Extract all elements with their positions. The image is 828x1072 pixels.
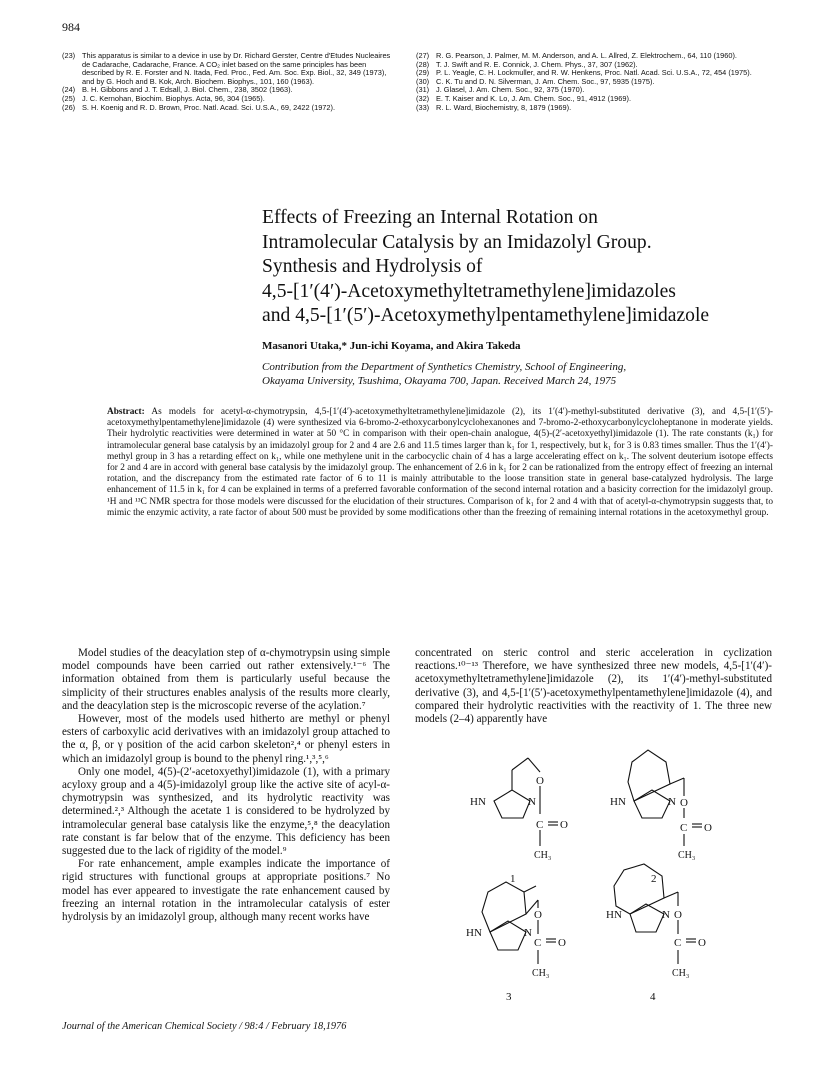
atom-label: O — [558, 937, 566, 949]
affiliation-line: Contribution from the Department of Synthetics Chemistry, School of Engineering, — [262, 361, 627, 373]
atom-label: O — [680, 797, 688, 809]
abstract-label: Abstract: — [107, 407, 145, 417]
body-paragraph: Model studies of the deacylation step of α-chymotrypsin using simple model compounds have been carried out rather extensively.¹⁻⁶ The information obtained from them is particularly useful because the simplicity of their structures enables analysis of the results more clearly, and the deacylation step is the microscopic reverse of the acylation.⁷ — [62, 647, 390, 712]
authors: Masanori Utaka,* Jun-ichi Koyama, and Akira Takeda — [262, 340, 521, 352]
article-title — [262, 206, 782, 329]
reference-number: (30) — [416, 76, 430, 86]
abstract-text: As models for acetyl-α-chymotrypsin, 4,5-[1′(4′)-acetoxymethyltetramethylene]imidazole (2), its 1′(4′)-methyl-substituted derivative (3), and 4,5-[1′(5′)-acetoxymethylpentamethylene]imidazole (4) were synthesized via 6-bromo-2-ethoxycarbonylcyclohexanones and 7-bromo-2-ethoxycarbonylcycloheptanone in moderate yields. Their hydrolytic reactivities were determined in water at 50 °C in comparison with their open-chain analogue, 4(5)-(2′-acetoxyethyl)imidazole (1). The rate constants (k₁) for intramolecular general base catalysis by an imidazolyl group for 2 and 4 are 2.6 and 11.5 times larger than k₁ for 1, respectively, but k₁ for 3 is 0.83 times smaller. Thus the 1′(4′)-methyl group in 3 has a retarding effect on k₁, while one methylene unit in the carbocyclic chain of 4 has a large accelerating effect on k₁. The solvent deuterium isotope effects for 2 and 4 are in accord with general base catalysis by the imidazolyl group. The enhancement of 2.6 in k₁ for 2 can be rationalized from the entropy effect of freezing an internal rotation, and the discrepancy from the estimated rate factor of 6 to 11 is mainly attributable to the loose transition state in general base-catalyzed hydrolysis. The large enhancement of 11.5 in k₁ for 4 can be explained in terms of a preferred favorable conformation of the second internal rotation and a basicity correction for the imidazolyl group. ¹H and ¹³C NMR spectra for those models were discussed for the elucidation of their structures. Comparison of k₁ for 2 and 4 with that of acetyl-α-chymotrypsin suggests that, to mimic the enzymic activity, a rate factor of about 500 must be provided by some modifications other than the freezing of remaining internal rotations in the acetoxymethyl group. — [107, 407, 774, 518]
reference-item — [62, 52, 392, 86]
title-line: 4,5-[1′(4′)-Acetoxymethyltetramethylene]imidazoles — [262, 280, 676, 302]
atom-label: CH₃ — [672, 968, 690, 979]
reference-text: R. G. Pearson, J. Palmer, M. M. Anderson, and A. L. Allred, Z. Elektrochem., 64, 110 (1960). — [436, 51, 737, 60]
reference-number: (29) — [416, 68, 430, 78]
reference-text: R. L. Ward, Biochemistry, 8, 1879 (1969). — [436, 102, 572, 112]
atom-label: O — [674, 909, 682, 921]
compound-label-3: 3 — [506, 991, 512, 1003]
reference-text: J. C. Kernohan, Biochim. Biophys. Acta, 96, 304 (1965). — [82, 93, 265, 103]
title-line: and 4,5-[1′(5′)-Acetoxymethylpentamethylene]imidazole — [262, 305, 710, 327]
atom-label: O — [534, 909, 542, 921]
compound-label-1: 1 — [510, 873, 516, 885]
body-paragraph: However, most of the models used hitherto are methyl or phenyl esters of carboxylic acid derivatives with an imidazolyl group attached to the α, β, or γ position of the acid carbon skeleton²,⁴ or phenyl esters in which an imidazolyl group is bound to the phenyl ring.¹,³,⁵,⁶ — [62, 713, 390, 765]
atom-label: O — [560, 819, 568, 831]
reference-number: (31) — [416, 85, 430, 95]
reference-text: C. K. Tu and D. N. Silverman, J. Am. Chem. Soc., 97, 5935 (1975). — [436, 76, 655, 86]
atom-label: CH₃ — [678, 850, 696, 861]
structure-2 — [628, 750, 702, 846]
reference-number: (28) — [416, 59, 430, 69]
body-paragraph: For rate enhancement, ample examples indicate the importance of rigid structures with functional groups at appropriate positions.⁷ No model has ever appeared to investigate the rate enhancement caused by freezing an internal rotation in the intramolecular catalysis of ester hydrolysis by an imidazolyl group, although many recent works have — [62, 858, 390, 924]
atom-label: HN — [610, 796, 626, 808]
atom-label: HN — [466, 927, 482, 939]
reference-item — [416, 104, 768, 113]
reference-text: This apparatus is similar to a device in use by Dr. Richard Gerster, Centre d'Etudes Nucleaires de Cadarache, Cadarache, France. A CO₂ inlet based on the same principles has been described by R. E. Forster and N. Itada, Fed. Proc., Fed. Am. Soc. Exp. Biol., 32, 349 (1973), and by G. Hoch and B. Kok, Arch. Biochem. Biophys., 101, 160 (1963). — [82, 51, 391, 86]
atom-label: C — [680, 822, 688, 834]
compound-label-4: 4 — [650, 991, 656, 1003]
reference-number: (24) — [62, 85, 76, 95]
title-line: Intramolecular Catalysis by an Imidazolyl Group. — [262, 231, 652, 253]
references-right — [416, 52, 768, 112]
reference-text: B. H. Gibbons and J. T. Edsall, J. Biol. Chem., 238, 3502 (1963). — [82, 85, 293, 95]
atom-label: C — [536, 819, 544, 831]
atom-label: N — [528, 796, 536, 808]
atom-label: C — [534, 937, 542, 949]
atom-label: O — [536, 775, 544, 787]
atom-label: CH₃ — [532, 968, 550, 979]
reference-text: J. Glasel, J. Am. Chem. Soc., 92, 375 (1970). — [436, 85, 585, 95]
atom-label: O — [704, 822, 712, 834]
affiliation — [262, 360, 782, 388]
reference-text: E. T. Kaiser and K. Lo, J. Am. Chem. Soc., 91, 4912 (1969). — [436, 93, 631, 103]
chemical-structures — [440, 738, 740, 1008]
atom-label: O — [698, 937, 706, 949]
body-column-left — [62, 647, 390, 924]
references-left — [62, 52, 392, 112]
reference-number: (23) — [62, 51, 76, 60]
reference-number: (25) — [62, 93, 76, 103]
reference-text: T. J. Swift and R. E. Connick, J. Chem. Phys., 37, 307 (1962). — [436, 59, 638, 69]
abstract — [107, 407, 773, 519]
reference-number: (32) — [416, 93, 430, 103]
page-number: 984 — [62, 20, 80, 34]
atom-label: HN — [470, 796, 486, 808]
atom-label: HN — [606, 909, 622, 921]
body-paragraph: concentrated on steric control and steric acceleration in cyclization reactions.¹⁰⁻¹³ Therefore, we have synthesized three new models, 4,5-[1′(4′)-acetoxymethyltetramethylene]imidazole (2), its 1′(4′)-methyl-substituted derivative (3), and 4,5-[1′(5′)-acetoxymethylpentamethylene]imidazole (4), and compared their hydrolytic reactivities with the reactivity of 1. The three new models (2–4) apparently have — [415, 647, 772, 726]
body-column-right — [415, 647, 772, 726]
affiliation-line: Okayama University, Tsushima, Okayama 700, Japan. Received March 24, 1975 — [262, 375, 617, 387]
structure-1 — [494, 758, 558, 846]
reference-number: (33) — [416, 102, 430, 112]
compound-label-2: 2 — [651, 873, 657, 885]
reference-text: S. H. Koenig and R. D. Brown, Proc. Natl. Acad. Sci. U.S.A., 69, 2422 (1972). — [82, 102, 336, 112]
atom-label: CH₃ — [534, 850, 552, 861]
atom-label: N — [662, 909, 670, 921]
reference-number: (26) — [62, 102, 76, 112]
title-line: Synthesis and Hydrolysis of — [262, 256, 483, 278]
atom-label: N — [668, 796, 676, 808]
title-line: Effects of Freezing an Internal Rotation on — [262, 207, 598, 228]
reference-number: (27) — [416, 51, 430, 60]
structure-3 — [482, 882, 556, 964]
atom-label: C — [674, 937, 682, 949]
journal-footer: Journal of the American Chemical Society / 98:4 / February 18,1976 — [62, 1021, 347, 1032]
atom-label: N — [524, 927, 532, 939]
reference-item — [62, 104, 392, 113]
body-paragraph: Only one model, 4(5)-(2′-acetoxyethyl)imidazole (1), with a primary acyloxy group and a 4(5)-imidazolyl group like the active site of acyl-α-chymotrypsin was synthesized, and its hydrolytic reactivity was determined.²,³ Although the acetate 1 is considered to be hydrolyzed by intramolecular general base catalysis like the enzyme,⁵,⁸ the deacylation rate constant is far below that of the enzyme. This deficiency has been suggested due to the lack of rigidity of the model.⁹ — [62, 765, 390, 858]
reference-text: P. L. Yeagle, C. H. Lockmuller, and R. W. Henkens, Proc. Natl. Acad. Sci. U.S.A., 72, 454 (1975). — [436, 68, 752, 78]
